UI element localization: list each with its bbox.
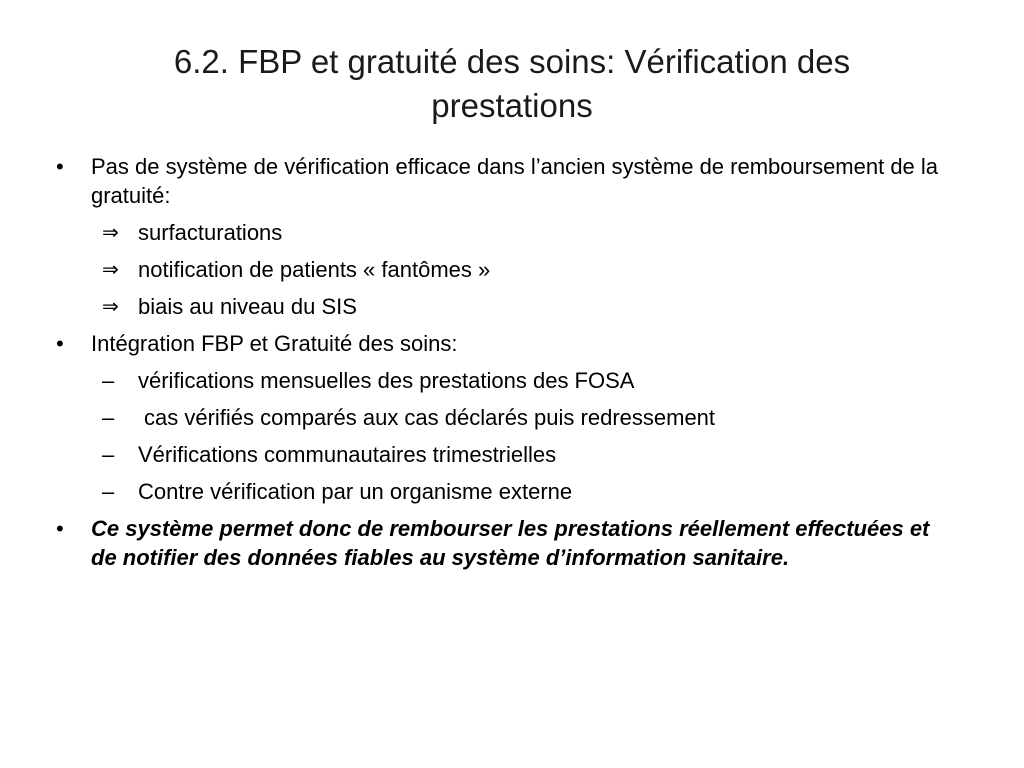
slide-content [52, 152, 952, 580]
arrow-item [52, 218, 952, 247]
sub-bullet-item [52, 440, 952, 469]
dash-marker: – [102, 405, 115, 430]
sub-bullet-item [52, 366, 952, 395]
implies-arrow-icon: ⇒ [102, 294, 119, 318]
dash-marker: – [102, 479, 115, 504]
arrow-item-text: notification de patients « fantômes » [138, 257, 491, 282]
dash-marker: – [102, 368, 115, 393]
sub-bullet-text: Contre vérification par un organisme externe [138, 479, 573, 504]
slide-title: 6.2. FBP et gratuité des soins: Vérification des prestations [173, 43, 851, 124]
dash-marker: – [102, 442, 115, 467]
bullet-item [52, 514, 952, 572]
sub-bullet-text: cas vérifiés comparés aux cas déclarés puis redressement [144, 405, 716, 430]
bullet-item [52, 329, 952, 358]
bullet-marker: • [56, 516, 64, 541]
bullet-item [52, 152, 952, 210]
conclusion-text: Ce système permet donc de rembourser les prestations réellement effectuées et de notifier des données fiables au système d’information sanitaire. [91, 516, 930, 570]
arrow-item [52, 292, 952, 321]
bullet-text: Pas de système de vérification efficace dans l’ancien système de remboursement de la gratuité: [91, 154, 939, 208]
bullet-marker: • [56, 154, 64, 179]
sub-bullet-item [52, 477, 952, 506]
arrow-item-text: biais au niveau du SIS [138, 294, 357, 319]
bullet-text: Intégration FBP et Gratuité des soins: [91, 331, 458, 356]
sub-bullet-text: vérifications mensuelles des prestations des FOSA [138, 368, 635, 393]
implies-arrow-icon: ⇒ [102, 257, 119, 281]
sub-bullet-item [52, 403, 952, 432]
implies-arrow-icon: ⇒ [102, 220, 119, 244]
arrow-item-text: surfacturations [138, 220, 283, 245]
sub-bullet-text: Vérifications communautaires trimestrielles [138, 442, 557, 467]
arrow-item [52, 255, 952, 284]
bullet-marker: • [56, 331, 64, 356]
